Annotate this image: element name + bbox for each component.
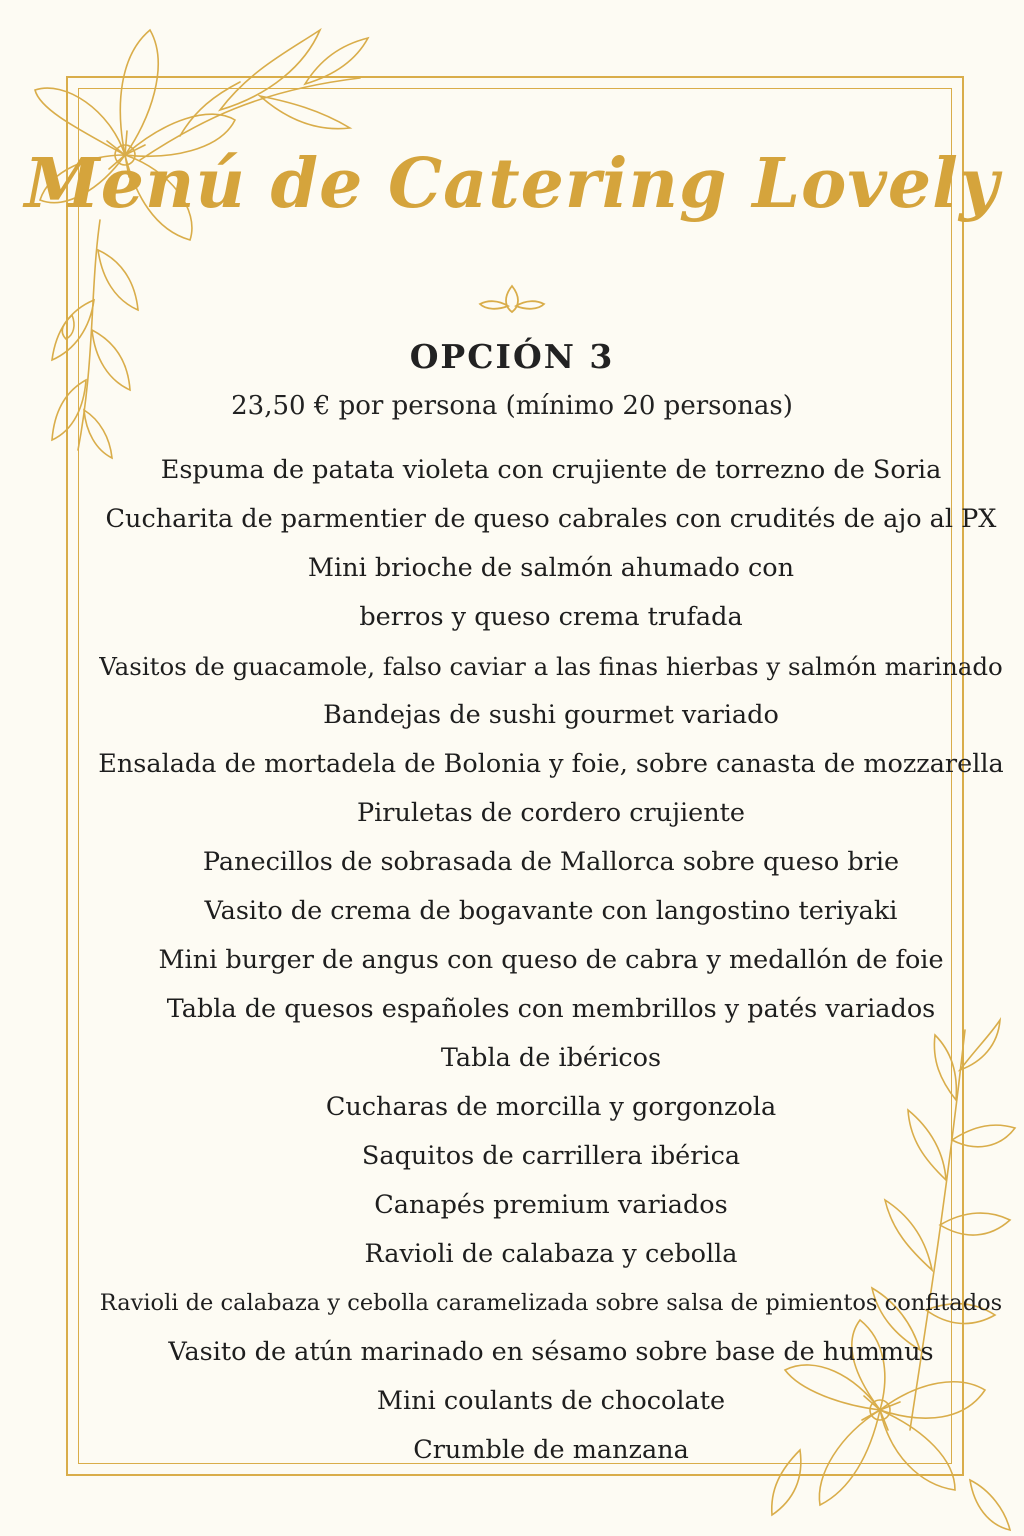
menu-item: Tabla de quesos españoles con membrillos y patés variados [166,994,936,1024]
menu-items-list [96,446,1006,1475]
menu-item: Saquitos de carrillera ibérica [361,1141,741,1171]
price-line: 23,50 € por persona (mínimo 20 personas) [231,391,793,421]
menu-item: Vasitos de guacamole, falso caviar a las finas hierbas y salmón marinado [99,652,1003,681]
menu-title: Menú de Catering Lovely [24,144,1000,224]
menu-item: Ravioli de calabaza y cebolla caramelizada sobre salsa de pimientos confitados [99,1290,1003,1316]
menu-item: Ensalada de mortadela de Bolonia y foie, sobre canasta de mozzarella [98,749,1004,779]
menu-item: Mini burger de angus con queso de cabra y medallón de foie [158,945,944,975]
ornament-divider-icon [472,282,552,316]
menu-item: Ravioli de calabaza y cebolla [364,1239,738,1269]
menu-item: Tabla de ibéricos [440,1043,662,1073]
menu-item: Cucharas de morcilla y gorgonzola [325,1092,777,1122]
menu-item: Piruletas de cordero crujiente [356,798,746,828]
menu-item: berros y queso crema trufada [359,602,743,632]
menu-item: Vasito de crema de bogavante con langostino teriyaki [204,896,898,926]
menu-item: Crumble de manzana [413,1435,689,1465]
menu-item: Mini coulants de chocolate [376,1386,726,1416]
menu-item: Panecillos de sobrasada de Mallorca sobre queso brie [202,847,900,877]
menu-item: Mini brioche de salmón ahumado con [307,553,795,583]
menu-item: Cucharita de parmentier de queso cabrales con crudités de ajo al PX [105,504,997,534]
menu-item: Bandejas de sushi gourmet variado [323,700,779,730]
menu-item: Canapés premium variados [374,1190,728,1220]
menu-item: Espuma de patata violeta con crujiente de torrezno de Soria [160,455,942,485]
option-title: OPCIÓN 3 [409,337,615,376]
menu-item: Vasito de atún marinado en sésamo sobre base de hummus [168,1337,934,1367]
